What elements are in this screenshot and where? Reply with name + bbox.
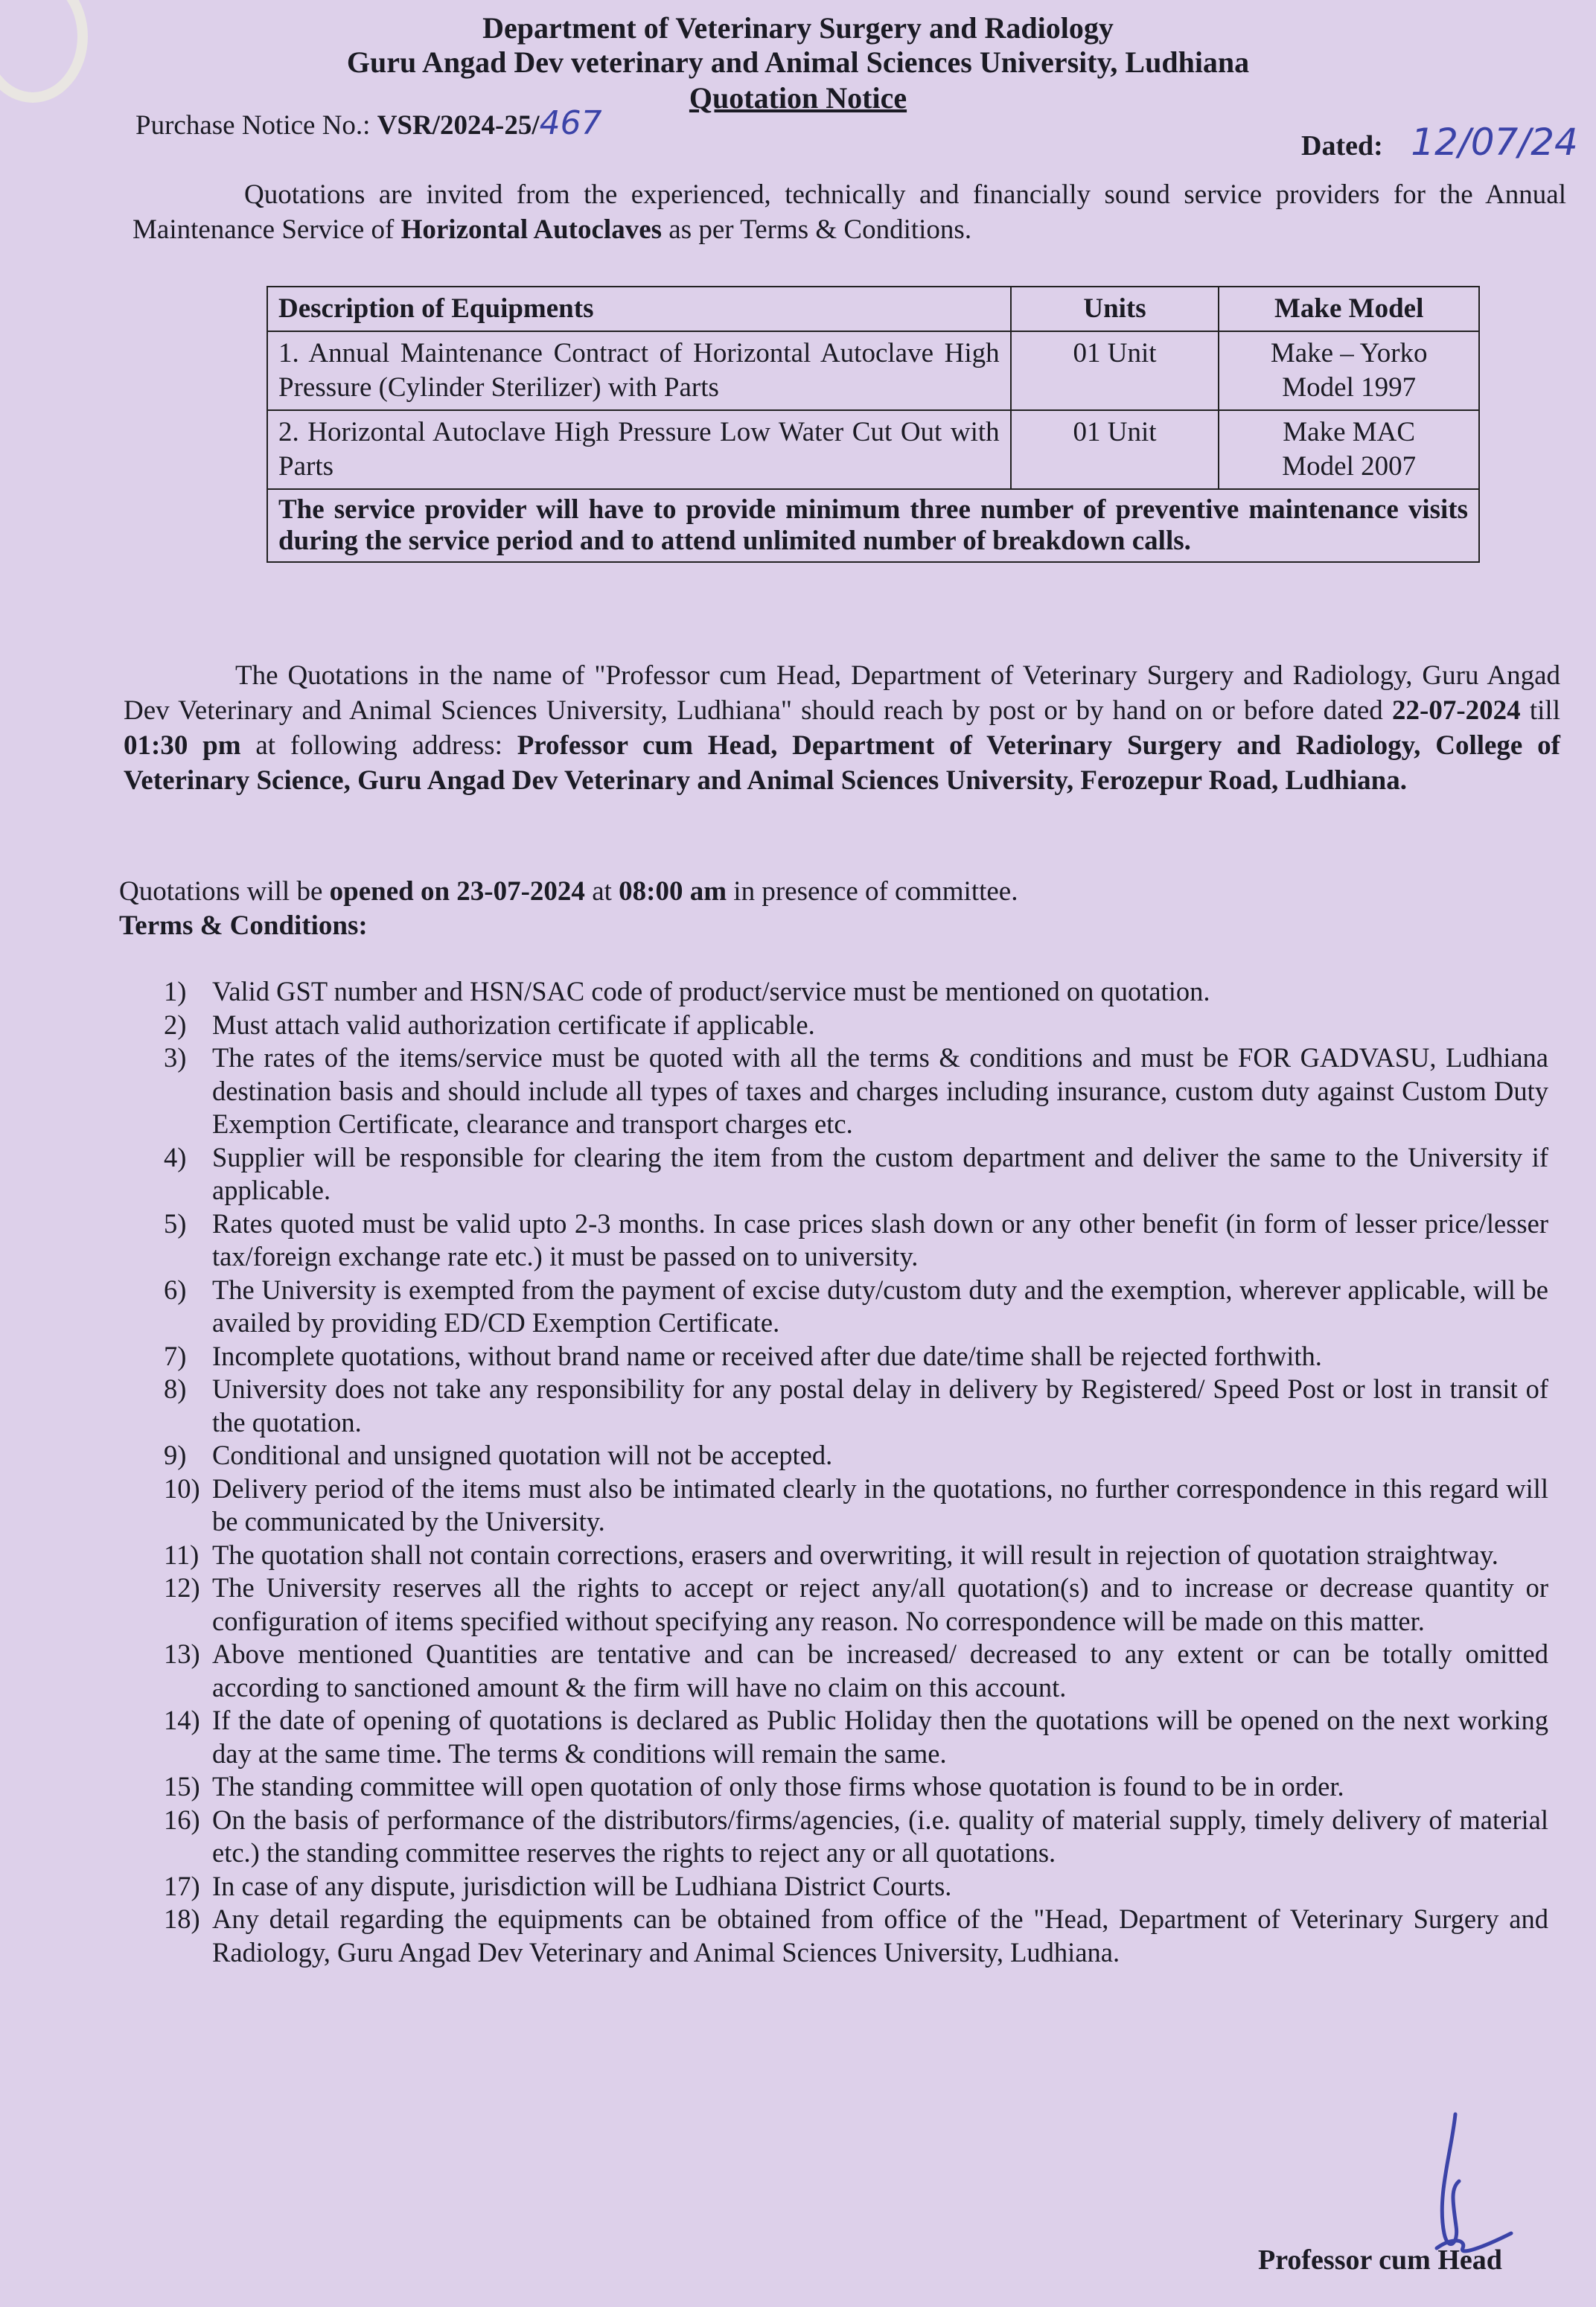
opening-text-2: at xyxy=(584,876,619,907)
dated-label: Dated: xyxy=(1301,130,1383,162)
list-item: 4) Supplier will be responsible for clearing the item from the custom department and deliver the same to the University if applicable. xyxy=(164,1141,1548,1205)
table-header-row xyxy=(267,287,1479,331)
submission-text-3: at following address: xyxy=(240,730,517,761)
table-row xyxy=(267,331,1479,410)
submission-date: 22-07-2024 xyxy=(1392,695,1521,726)
row-description: 1. Annual Maintenance Contract of Horizontal Autoclave High Pressure (Cylinder Sterilizer) with Parts xyxy=(267,331,1011,410)
list-item: 10) Delivery period of the items must also be intimated clearly in the quotations, no further correspondence in this regard will be communicated by the University. xyxy=(164,1472,1548,1537)
row-make-model xyxy=(1219,331,1479,410)
row-model: Model 2007 xyxy=(1282,451,1417,482)
university-heading: Guru Angad Dev veterinary and Animal Sciences University, Ludhiana xyxy=(346,45,1250,79)
table-footer-row xyxy=(267,489,1479,562)
table-footer-note: The service provider will have to provide minimum three number of preventive maintenance visits during the service period and to attend unlimited number of breakdown calls. xyxy=(267,489,1479,562)
intro-text-2: as per Terms & Conditions. xyxy=(662,214,972,245)
term-text: Must attach valid authorization certificate if applicable. xyxy=(212,1009,815,1040)
equipment-table xyxy=(266,286,1480,563)
list-item: 1) Valid GST number and HSN/SAC code of product/service must be mentioned on quotation. xyxy=(164,976,1210,1006)
table-row xyxy=(267,410,1479,489)
term-text: If the date of opening of quotations is declared as Public Holiday then the quotations will be opened on the next working day at the same time. The terms & conditions will remain the same. xyxy=(212,1705,1548,1769)
list-item: 13) Above mentioned Quantities are tentative and can be increased/ decreased to any extent or can be totally omitted according to sanctioned amount & the firm will have no claim on this account. xyxy=(164,1638,1548,1703)
row-units: 01 Unit xyxy=(1011,331,1219,410)
purchase-notice-label: Purchase Notice No.: xyxy=(135,110,371,141)
header-units: Units xyxy=(1011,287,1219,331)
list-item: 11) The quotation shall not contain corrections, erasers and overwriting, it will result in rejection of quotation straightway. xyxy=(164,1539,1498,1570)
list-item: 3) The rates of the items/service must be quoted with all the terms & conditions and must be FOR GADVASU, Ludhiana destination basis and should include all types of taxes and charges including insurance, custom duty against Custom Duty Exemption Certificate, clearance and transport charges etc. xyxy=(164,1042,1548,1139)
submission-address: Professor cum Head, Department of Veterinary Surgery and Radiology, College of Veterinary Science, Guru Angad Dev Veterinary and Animal Sciences University, Ferozepur Road, Ludhiana. xyxy=(124,730,1560,796)
notice-title-text: Quotation Notice xyxy=(689,81,907,115)
purchase-notice-line xyxy=(135,104,602,142)
list-item: 7) Incomplete quotations, without brand name or received after due date/time shall be rejected forthwith. xyxy=(164,1340,1322,1371)
submission-text-2: till xyxy=(1520,695,1560,726)
row-make: Make – Yorko xyxy=(1270,338,1428,368)
row-make-model xyxy=(1219,410,1479,489)
term-text: Delivery period of the items must also be intimated clearly in the quotations, no further correspondence in this regard will be communicated by the University. xyxy=(212,1472,1548,1537)
term-text: Rates quoted must be valid upto 2-3 months. In case prices slash down or any other benefit (in form of lesser price/lesser tax/foreign exchange rate etc.) it must be passed on to university. xyxy=(212,1207,1548,1271)
row-description: 2. Horizontal Autoclave High Pressure Low Water Cut Out with Parts xyxy=(267,410,1011,489)
handwritten-date: 12/07/24 xyxy=(1411,121,1578,164)
submission-paragraph xyxy=(124,658,1560,798)
term-text: The University is exempted from the payment of excise duty/custom duty and the exemption, wherever applicable, will be availed by providing ED/CD Exemption Certificate. xyxy=(212,1274,1548,1338)
list-item: 17) In case of any dispute, jurisdiction will be Ludhiana District Courts. xyxy=(164,1870,952,1901)
opening-date: opened on 23-07-2024 xyxy=(329,876,585,907)
term-text: In case of any dispute, jurisdiction will be Ludhiana District Courts. xyxy=(212,1870,952,1901)
list-item: 18) Any detail regarding the equipments can be obtained from office of the "Head, Department of Veterinary Surgery and Radiology, Guru Angad Dev Veterinary and Animal Sciences University, Ludhiana. xyxy=(164,1904,1548,1968)
term-text: Supplier will be responsible for clearing the item from the custom department and deliver the same to the University if applicable. xyxy=(212,1141,1548,1205)
purchase-notice-number: VSR/2024-25/ xyxy=(377,110,540,141)
list-item: 9) Conditional and unsigned quotation will not be accepted. xyxy=(164,1440,833,1470)
department-heading: Department of Veterinary Surgery and Radiology xyxy=(482,11,1114,45)
purchase-notice-handwritten-number: 467 xyxy=(539,104,602,142)
term-text: The quotation shall not contain corrections, erasers and overwriting, it will result in rejection of quotation straightway. xyxy=(212,1539,1498,1570)
intro-text-1: Quotations are invited from the experienced, technically and financially sound service providers for the Annual Maintenance Service of xyxy=(133,179,1566,245)
opening-time: 08:00 am xyxy=(619,876,727,907)
header-make-model: Make Model xyxy=(1219,287,1479,331)
row-units: 01 Unit xyxy=(1011,410,1219,489)
intro-paragraph xyxy=(133,177,1566,247)
terms-list xyxy=(104,975,1548,1969)
row-make: Make MAC xyxy=(1283,417,1416,447)
list-item: 12) The University reserves all the rights to accept or reject any/all quotation(s) and to increase or decrease quantity or configuration of items specified without specifying any reason. No correspondence will be made on this matter. xyxy=(164,1572,1548,1636)
opening-paragraph xyxy=(119,874,1556,909)
list-item: 6) The University is exempted from the payment of excise duty/custom duty and the exemption, wherever applicable, will be availed by providing ED/CD Exemption Certificate. xyxy=(164,1274,1548,1338)
submission-text-1: The Quotations in the name of "Professor cum Head, Department of Veterinary Surgery and Radiology, Guru Angad Dev Veterinary and Animal Sciences University, Ludhiana" should reach by post or by hand on or before dated xyxy=(124,660,1560,726)
list-item: 2) Must attach valid authorization certificate if applicable. xyxy=(164,1009,815,1040)
term-text: The rates of the items/service must be quoted with all the terms & conditions and must be FOR GADVASU, Ludhiana destination basis and should include all types of taxes and charges including insurance, custom duty against Custom Duty Exemption Certificate, clearance and transport charges etc. xyxy=(212,1042,1548,1139)
signatory-title: Professor cum Head xyxy=(1258,2244,1502,2276)
submission-time: 01:30 pm xyxy=(124,730,241,761)
row-model: Model 1997 xyxy=(1282,372,1417,403)
opening-text-3: in presence of committee. xyxy=(727,876,1018,907)
list-item: 8) University does not take any responsibility for any postal delay in delivery by Registered/ Speed Post or lost in transit of the quotation. xyxy=(164,1373,1548,1438)
term-text: The University reserves all the rights to accept or reject any/all quotation(s) and to increase or decrease quantity or configuration of items specified without specifying any reason. No correspondence will be made on this matter. xyxy=(212,1572,1548,1636)
list-item: 15) The standing committee will open quotation of only those firms whose quotation is found to be in order. xyxy=(164,1771,1344,1802)
terms-title: Terms & Conditions: xyxy=(119,910,368,941)
dated-line xyxy=(1301,121,1578,164)
term-text: Valid GST number and HSN/SAC code of product/service must be mentioned on quotation. xyxy=(212,976,1210,1006)
term-text: The standing committee will open quotation of only those firms whose quotation is found to be in order. xyxy=(212,1771,1344,1802)
header-description: Description of Equipments xyxy=(267,287,1011,331)
list-item: 5) Rates quoted must be valid upto 2-3 months. In case prices slash down or any other benefit (in form of lesser price/lesser tax/foreign exchange rate etc.) it must be passed on to university. xyxy=(164,1207,1548,1271)
term-text: Incomplete quotations, without brand name or received after due date/time shall be rejected forthwith. xyxy=(212,1340,1322,1371)
term-text: Any detail regarding the equipments can be obtained from office of the "Head, Department of Veterinary Surgery and Radiology, Guru Angad Dev Veterinary and Animal Sciences University, Ludhiana. xyxy=(212,1904,1548,1968)
term-text: On the basis of performance of the distributors/firms/agencies, (i.e. quality of material supply, timely delivery of material etc.) the standing committee reserves the rights to reject any or all quotations. xyxy=(212,1804,1548,1868)
term-text: Above mentioned Quantities are tentative and can be increased/ decreased to any extent or can be totally omitted according to sanctioned amount & the firm will have no claim on this account. xyxy=(212,1638,1548,1703)
list-item: 16) On the basis of performance of the distributors/firms/agencies, (i.e. quality of material supply, timely delivery of material etc.) the standing committee reserves the rights to reject any or all quotations. xyxy=(164,1804,1548,1868)
intro-bold: Horizontal Autoclaves xyxy=(400,214,663,245)
term-text: University does not take any responsibility for any postal delay in delivery by Registered/ Speed Post or lost in transit of the quotation. xyxy=(212,1373,1548,1438)
opening-text-1: Quotations will be xyxy=(119,876,330,907)
list-item: 14) If the date of opening of quotations is declared as Public Holiday then the quotations will be opened on the next working day at the same time. The terms & conditions will remain the same. xyxy=(164,1705,1548,1769)
term-text: Conditional and unsigned quotation will not be accepted. xyxy=(212,1440,833,1470)
